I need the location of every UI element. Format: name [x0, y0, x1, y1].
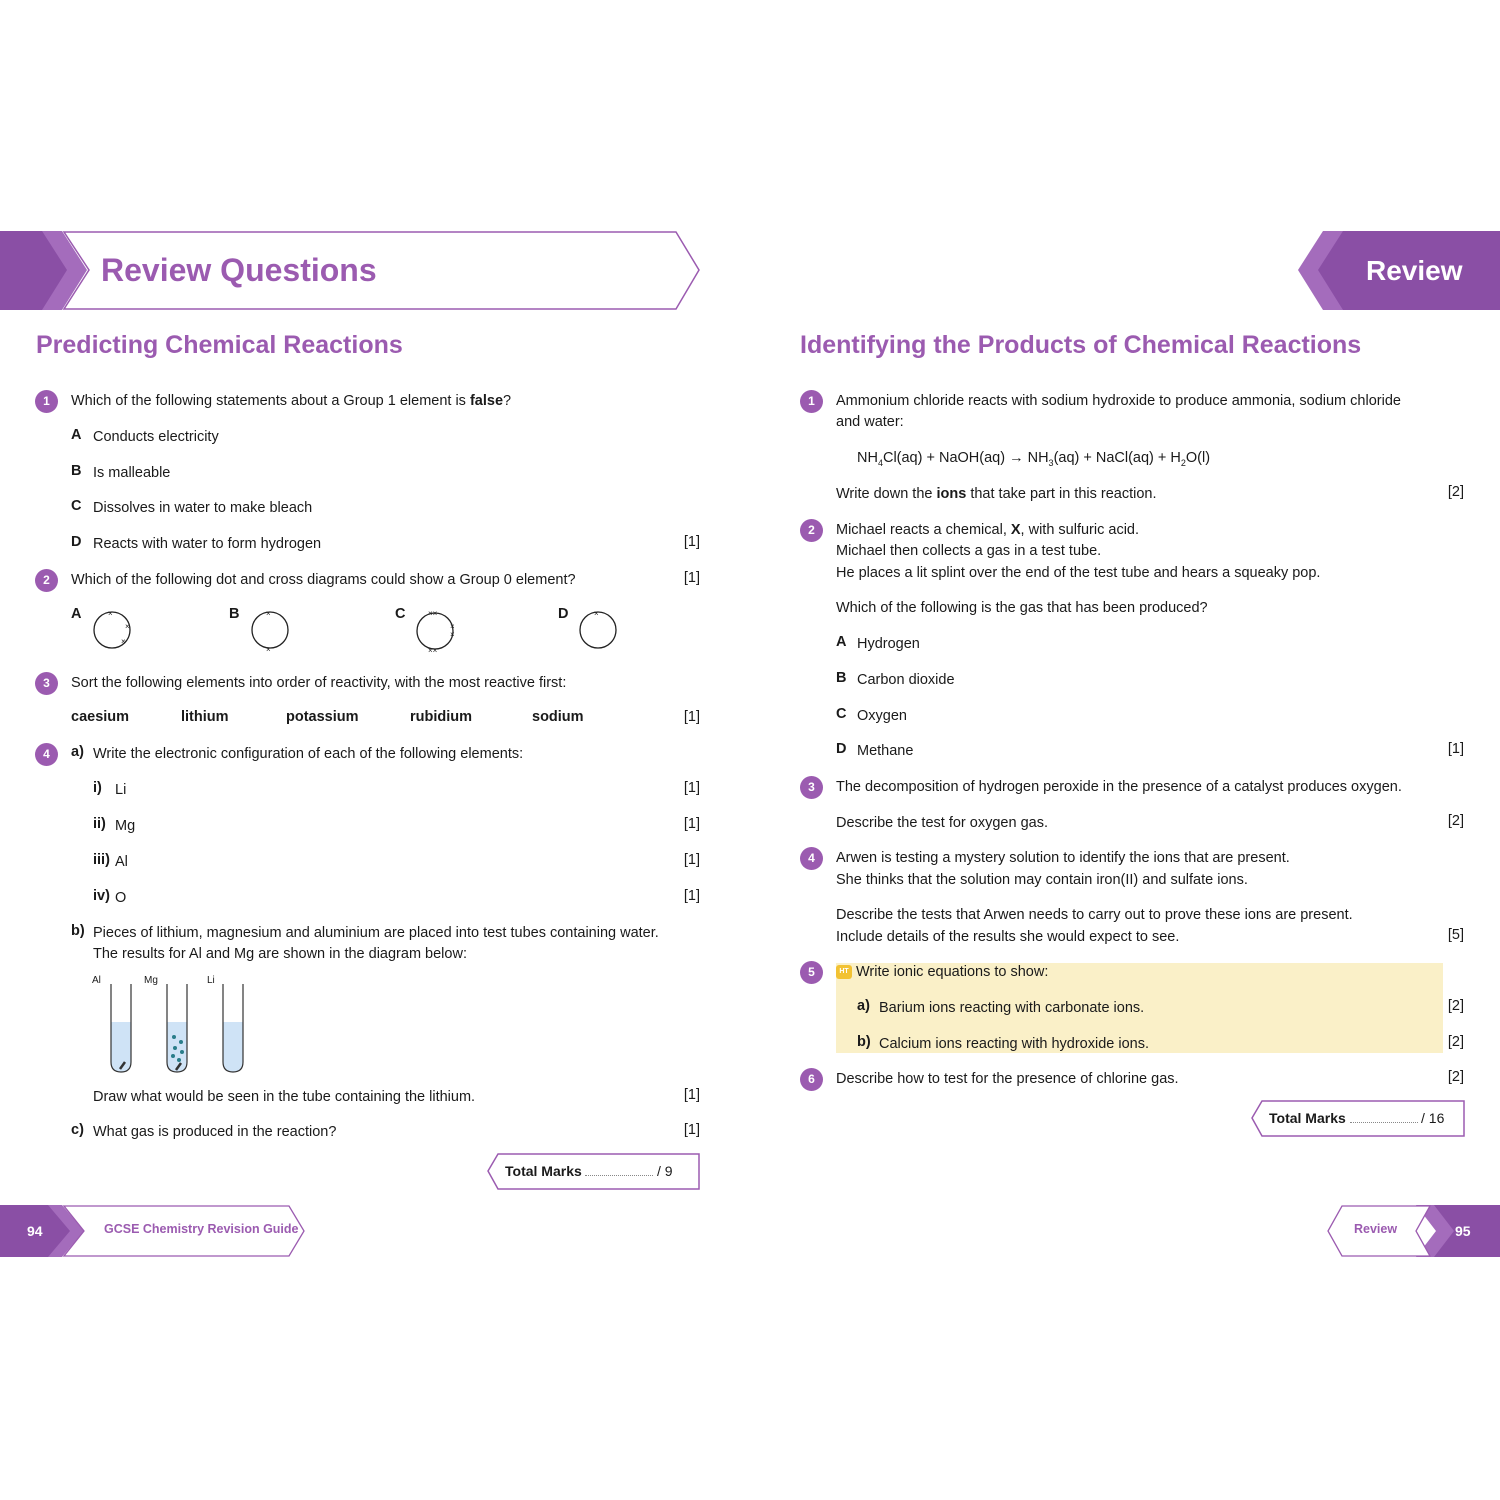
question-text: Ammonium chloride reacts with sodium hydroxide to produce ammonia, sodium chloride — [836, 393, 1401, 409]
question-text: Write down the ions that take part in this reaction. — [836, 486, 1157, 502]
mark: [2] — [1447, 813, 1464, 829]
question-text: Which of the following statements about a Group 1 element is false? — [71, 393, 512, 409]
test-tubes-diagram — [100, 982, 260, 1077]
option-text: Oxygen — [857, 708, 907, 724]
question-text: Michael reacts a chemical, X, with sulfuric acid. — [836, 522, 1140, 538]
mark: [1] — [683, 1122, 700, 1138]
part-label: b) — [71, 923, 85, 939]
option-letter: D — [836, 741, 847, 757]
question-text: The results for Al and Mg are shown in the diagram below: — [93, 946, 467, 962]
subpart-label: iii) — [93, 852, 110, 868]
option-text: Carbon dioxide — [857, 672, 955, 688]
option-letter: C — [836, 706, 847, 722]
svg-text:×: × — [266, 609, 271, 618]
option-text: Reacts with water to form hydrogen — [93, 536, 322, 552]
svg-text:××: ×× — [428, 646, 438, 654]
right-footer-banner — [1326, 1205, 1500, 1258]
option-text: Hydrogen — [857, 636, 920, 652]
page-number-left: 94 — [27, 1223, 43, 1239]
mark: [1] — [683, 852, 700, 868]
dot-cross-diagram-a — [90, 608, 134, 652]
total-marks-label: Total Marks — [505, 1163, 582, 1179]
question-number: 1 — [800, 390, 823, 413]
svg-text:×: × — [266, 645, 271, 652]
mark: [1] — [683, 888, 700, 904]
svg-text:×: × — [108, 609, 113, 618]
option-letter: B — [836, 670, 847, 686]
total-marks-label: Total Marks — [1269, 1110, 1346, 1126]
element-name: potassium — [286, 709, 359, 725]
question-text: He places a lit splint over the end of the test tube and hears a squeaky pop. — [836, 565, 1321, 581]
question-text: Write the electronic configuration of each of the following elements: — [93, 746, 524, 762]
svg-text:×: × — [450, 622, 455, 631]
page-title-right: Review — [1366, 255, 1463, 286]
subpart-label: i) — [93, 780, 102, 796]
element-name: caesium — [71, 709, 130, 725]
question-text: She thinks that the solution may contain iron(II) and sulfate ions. — [836, 872, 1248, 888]
question-text: Describe how to test for the presence of chlorine gas. — [836, 1071, 1179, 1087]
part-label: c) — [71, 1122, 84, 1138]
mark: [1] — [683, 534, 700, 550]
tube-label: Li — [207, 975, 215, 986]
part-label: a) — [71, 744, 84, 760]
question-text: Sort the following elements into order of reactivity, with the most reactive first: — [71, 675, 567, 691]
question-text: Describe the tests that Arwen needs to carry out to prove these ions are present. — [836, 907, 1353, 923]
diagram-label: C — [395, 606, 406, 622]
subpart-text: Al — [115, 854, 128, 870]
option-text: Conducts electricity — [93, 429, 219, 445]
chemical-equation: $NH_4Cl(aq)$ + NaOH(aq) → $NH_3(aq)$ + NaCl(aq) + $H_2O(l)$ — [857, 450, 1211, 468]
part-label: b) — [857, 1034, 871, 1050]
section-title-left: Predicting Chemical Reactions — [36, 331, 403, 359]
question-number: 3 — [800, 776, 823, 799]
question-text: Arwen is testing a mystery solution to identify the ions that are present. — [836, 850, 1290, 866]
mark: [1] — [1447, 741, 1464, 757]
option-letter: A — [836, 634, 847, 650]
option-letter: A — [71, 427, 82, 443]
element-name: rubidium — [410, 709, 473, 725]
answer-line — [585, 1175, 653, 1176]
question-text: Describe the test for oxygen gas. — [836, 815, 1048, 831]
question-text: Write ionic equations to show: — [856, 964, 1049, 980]
subpart-text: Mg — [115, 818, 136, 834]
mark: [2] — [1447, 1034, 1464, 1050]
question-text: What gas is produced in the reaction? — [93, 1124, 337, 1140]
element-name: sodium — [532, 709, 584, 725]
option-letter: C — [71, 498, 82, 514]
diagram-label: D — [558, 606, 569, 622]
question-number: 4 — [35, 743, 58, 766]
footer-book-title: GCSE Chemistry Revision Guide — [104, 1222, 299, 1236]
part-label: a) — [857, 998, 870, 1014]
dot-cross-diagram-d — [576, 608, 620, 652]
option-text: Dissolves in water to make bleach — [93, 500, 313, 516]
subpart-text: O — [115, 890, 127, 906]
option-text: Methane — [857, 743, 914, 759]
part-text: Calcium ions reacting with hydroxide ions. — [879, 1036, 1149, 1052]
dot-cross-diagram-c — [413, 608, 459, 654]
question-number: 6 — [800, 1068, 823, 1091]
mark: [2] — [1447, 998, 1464, 1014]
mark: [1] — [683, 1087, 700, 1103]
page-title-left: Review Questions — [101, 252, 377, 288]
mark: [1] — [683, 570, 700, 586]
mark: [1] — [683, 780, 700, 796]
mark: [2] — [1447, 1069, 1464, 1085]
question-number: 2 — [800, 519, 823, 542]
tube-label: Al — [92, 975, 101, 986]
question-number: 4 — [800, 847, 823, 870]
option-letter: B — [71, 463, 82, 479]
svg-text:×: × — [594, 609, 599, 618]
question-text: The decomposition of hydrogen peroxide in the presence of a catalyst produces oxygen. — [836, 779, 1402, 795]
diagram-label: A — [71, 606, 82, 622]
option-letter: D — [71, 534, 82, 550]
higher-tier-badge: HT — [836, 965, 852, 979]
svg-text:××: ×× — [428, 609, 438, 618]
tube-label: Mg — [144, 975, 158, 986]
question-text: Include details of the results she would expect to see. — [836, 929, 1180, 945]
svg-text:×: × — [125, 622, 130, 631]
dot-cross-diagram-b — [248, 608, 292, 652]
question-number: 2 — [35, 569, 58, 592]
footer-section-title: Review — [1354, 1222, 1398, 1236]
option-text: Is malleable — [93, 465, 171, 481]
subpart-text: Li — [115, 782, 127, 798]
question-text: Pieces of lithium, magnesium and aluminium are placed into test tubes containing water. — [93, 925, 659, 941]
section-title-right: Identifying the Products of Chemical Reactions — [800, 331, 1362, 359]
svg-text:×: × — [121, 637, 126, 646]
diagram-label: B — [229, 606, 240, 622]
question-text: and water: — [836, 414, 904, 430]
question-text: Which of the following is the gas that has been produced? — [836, 600, 1208, 616]
part-text: Barium ions reacting with carbonate ions. — [879, 1000, 1145, 1016]
page-number-right: 95 — [1455, 1223, 1471, 1239]
question-number: 3 — [35, 672, 58, 695]
answer-line — [1350, 1122, 1418, 1123]
subpart-label: iv) — [93, 888, 110, 904]
element-name: lithium — [181, 709, 229, 725]
subpart-label: ii) — [93, 816, 106, 832]
mark: [1] — [683, 816, 700, 832]
question-text: Which of the following dot and cross diagrams could show a Group 0 element? — [71, 572, 576, 588]
question-text: Michael then collects a gas in a test tube. — [836, 543, 1102, 559]
mark: [1] — [683, 709, 700, 725]
svg-text:×: × — [450, 630, 455, 639]
question-number: 1 — [35, 390, 58, 413]
mark: [2] — [1447, 484, 1464, 500]
mark: [5] — [1447, 927, 1464, 943]
question-number: 5 — [800, 961, 823, 984]
question-text: Draw what would be seen in the tube containing the lithium. — [93, 1089, 476, 1105]
total-marks-value: / 9 — [657, 1163, 673, 1179]
total-marks-value: / 16 — [1421, 1110, 1445, 1126]
